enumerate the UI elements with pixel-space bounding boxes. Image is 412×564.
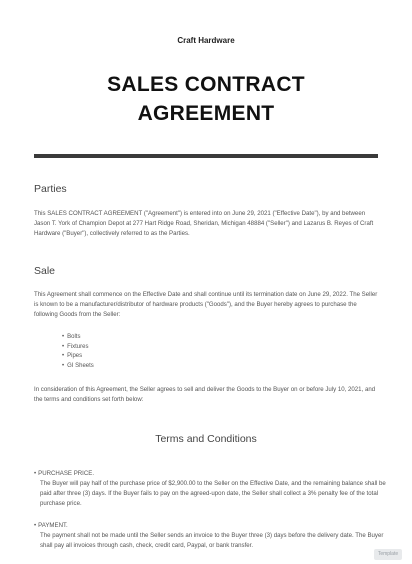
term-payment-text: The payment shall not be made until the Seller sends an invoice to the Buyer three (3) days before the delivery date. The Buyer shall pay all invoices through cash, check, credit card, Paypal, or bank transfer. <box>40 532 384 549</box>
goods-item: • GI Sheets <box>62 362 94 372</box>
term-purchase-price-text: The Buyer will pay half of the purchase price of $2,900.00 to the Seller on the Effective Date, and the remaining balance shall be paid after three (3) days. If the Buyer fails to pay on the agreed-upon date, the Seller shall collect a 3% penalty fee of the total purchase price. <box>40 480 386 507</box>
parties-heading: Parties <box>34 183 67 195</box>
watermark-badge: Template <box>374 549 402 560</box>
sale-text: This Agreement shall commence on the Effective Date and shall continue until its termination date on June 29, 2022. The Seller is known to be a manufacturer/distributor of hardware products ("Goods"), and the Buyer hereby agrees to purchase the following Goods from the Seller: <box>34 291 378 318</box>
goods-item: • Fixtures <box>62 343 94 353</box>
document-title-line-2: AGREEMENT <box>137 102 275 125</box>
terms-heading: Terms and Conditions <box>155 433 257 445</box>
goods-item: • Pipes <box>62 352 94 362</box>
sale-consideration-text: In consideration of this Agreement, the Seller agrees to sell and deliver the Goods to the Buyer on or before July 10, 2021, and the terms and conditions set forth below: <box>34 386 376 403</box>
title-divider <box>34 154 378 158</box>
term-purchase-price-label: • PURCHASE PRICE. <box>34 470 94 477</box>
document-title <box>0 70 412 128</box>
goods-list <box>62 333 94 371</box>
sale-heading: Sale <box>34 265 56 277</box>
company-name: Craft Hardware <box>177 36 235 45</box>
goods-item: • Bolts <box>62 333 94 343</box>
term-payment-label: • PAYMENT. <box>34 522 68 529</box>
document-title-line-1: SALES CONTRACT <box>107 73 305 96</box>
parties-text: This SALES CONTRACT AGREEMENT ("Agreement") is entered into on June 29, 2021 ("Effective Date"), by and between Jason T. York of Champion Depot at 277 Hart Ridge Road, Sheridan, Michigan 48884 ("Seller") and Lazarus B. Reyes of Craft Hardware ("Buyer"), collectively referred to as the Parties. <box>34 210 374 237</box>
